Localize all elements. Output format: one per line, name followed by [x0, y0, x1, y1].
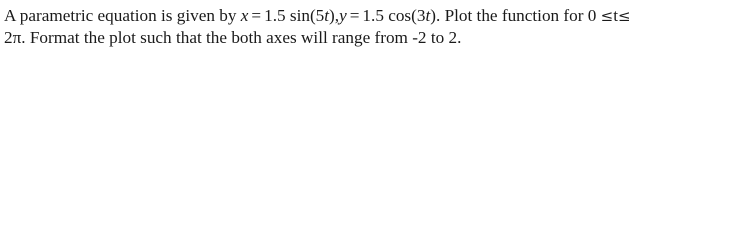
- problem-line-1: [4, 5, 736, 27]
- equals-sign: =: [349, 6, 360, 25]
- format-instruction-text: . Format the plot such that the both axes will range from -2 to 2.: [21, 28, 462, 47]
- equals-sign: =: [251, 6, 262, 25]
- coefficient-y: 1.5: [362, 6, 384, 25]
- cos-arg-close: ).: [430, 6, 441, 25]
- less-equal-symbol: ≤: [618, 7, 631, 25]
- variable-t: t: [324, 6, 330, 25]
- variable-x: x: [240, 6, 249, 25]
- sin-arg-open: (5: [309, 6, 325, 25]
- problem-line-2: [4, 27, 736, 49]
- variable-t: t: [425, 6, 431, 25]
- less-equal-symbol: ≤: [600, 7, 614, 25]
- coefficient-x: 1.5: [264, 6, 286, 25]
- plot-instruction-text: Plot the function for 0: [440, 6, 597, 25]
- cos-arg-open: (3: [411, 6, 426, 25]
- sin-function: sin: [289, 6, 310, 25]
- sin-arg-close: ): [329, 6, 335, 25]
- two-pi-value: 2π: [4, 28, 22, 47]
- comma-separator: ,: [334, 6, 340, 25]
- intro-text: A parametric equation is given by: [4, 6, 241, 25]
- problem-statement: [4, 5, 736, 49]
- range-variable-t: t: [613, 6, 619, 25]
- variable-y: y: [339, 6, 347, 25]
- cos-function: cos: [388, 6, 412, 25]
